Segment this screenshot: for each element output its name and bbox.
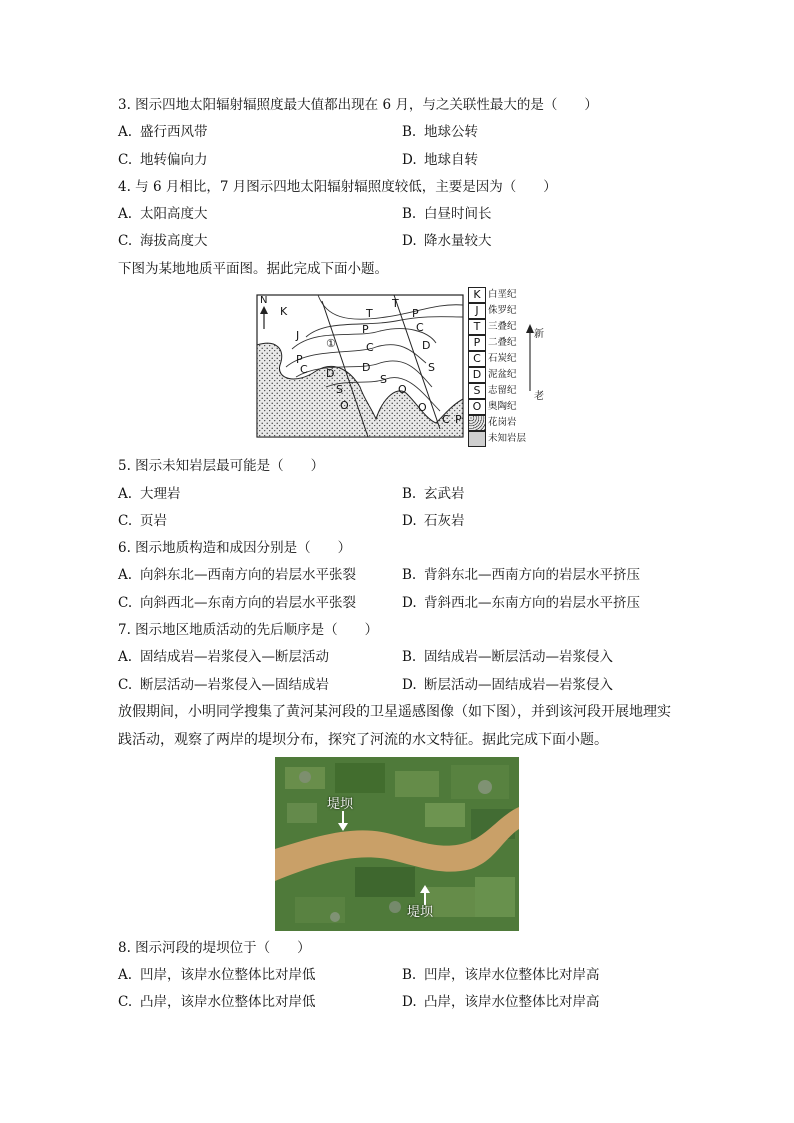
- option-text: 盛行西风带: [140, 124, 208, 140]
- region-label: P: [296, 353, 303, 366]
- q4-option-a[interactable]: [118, 205, 208, 223]
- option-key: B.: [402, 124, 417, 140]
- dam-label-top: 堤坝: [327, 797, 354, 812]
- legend-label: 石炭纪: [488, 353, 517, 364]
- legend-code: K: [468, 287, 486, 303]
- option-key: C.: [118, 677, 133, 693]
- legend-label: 三叠纪: [488, 321, 517, 332]
- option-key: C.: [118, 152, 133, 168]
- geology-map-figure: [256, 287, 546, 452]
- granite-swatch: [468, 415, 486, 431]
- option-key: C.: [118, 513, 133, 529]
- river-intro-line-2: 践活动，观察了两岸的堤坝分布，探究了河流的水文特征。据此完成下面小题。: [118, 732, 608, 748]
- region-label: D: [362, 361, 371, 374]
- q8-option-b[interactable]: [402, 966, 600, 984]
- option-key: A.: [118, 206, 133, 222]
- option-text: 地球公转: [424, 124, 478, 140]
- legend-label: 未知岩层: [488, 433, 527, 444]
- option-key: A.: [118, 124, 133, 140]
- option-key: C.: [118, 994, 133, 1010]
- region-label: D: [326, 367, 335, 380]
- fault-marker: ①: [326, 337, 336, 350]
- q8-option-c[interactable]: [118, 993, 316, 1011]
- option-text: 凸岸，该岸水位整体比对岸低: [140, 994, 316, 1010]
- option-text: 地转偏向力: [140, 152, 208, 168]
- option-text: 断层活动—固结成岩—岩浆侵入: [424, 677, 613, 693]
- option-text: 太阳高度大: [140, 206, 208, 222]
- q8-option-d[interactable]: [402, 993, 600, 1011]
- option-text: 凸岸，该岸水位整体比对岸高: [424, 994, 600, 1010]
- option-key: B.: [402, 649, 417, 665]
- option-key: D.: [402, 595, 417, 611]
- region-label: S: [380, 373, 387, 386]
- region-label: C: [366, 341, 374, 354]
- option-key: D.: [402, 233, 417, 249]
- legend-code: O: [468, 399, 486, 415]
- option-text: 向斜西北—东南方向的岩层水平张裂: [140, 595, 356, 611]
- q7-option-a[interactable]: [118, 648, 329, 666]
- q7-stem: 7. 图示地区地质活动的先后顺序是（ ）: [118, 622, 379, 638]
- legend-code: C: [468, 351, 486, 367]
- age-old-label: 老: [534, 391, 544, 402]
- legend-label: 花岗岩: [488, 417, 517, 428]
- q8-option-a[interactable]: [118, 966, 316, 984]
- region-label: C: [300, 363, 308, 376]
- region-label: K: [280, 305, 288, 318]
- option-key: A.: [118, 649, 133, 665]
- option-text: 固结成岩—断层活动—岩浆侵入: [424, 649, 613, 665]
- legend-label: 白垩纪: [488, 289, 517, 300]
- q5-option-c[interactable]: [118, 512, 167, 530]
- region-label: O: [418, 401, 427, 414]
- q5-option-d[interactable]: [402, 512, 465, 530]
- dam-label-bottom: 堤坝: [407, 905, 434, 920]
- option-key: A.: [118, 967, 133, 983]
- option-text: 地球自转: [424, 152, 478, 168]
- satellite-image: [275, 757, 519, 931]
- option-text: 石灰岩: [424, 513, 465, 529]
- region-label: P: [455, 413, 462, 426]
- q4-option-d[interactable]: [402, 232, 492, 250]
- q6-stem: 6. 图示地质构造和成因分别是（ ）: [118, 540, 352, 556]
- region-label: D: [422, 339, 431, 352]
- q4-option-c[interactable]: [118, 232, 208, 250]
- legend-label: 二叠纪: [488, 337, 517, 348]
- region-label: P: [362, 323, 369, 336]
- option-key: A.: [118, 567, 133, 583]
- legend-label: 泥盆纪: [488, 369, 517, 380]
- region-label: C: [442, 413, 450, 426]
- q6-option-d[interactable]: [402, 594, 640, 612]
- region-label: O: [398, 383, 407, 396]
- region-label: T: [366, 307, 373, 320]
- option-text: 向斜东北—西南方向的岩层水平张裂: [140, 567, 356, 583]
- q6-option-a[interactable]: [118, 566, 356, 584]
- option-key: C.: [118, 595, 133, 611]
- option-text: 固结成岩—岩浆侵入—断层活动: [140, 649, 329, 665]
- legend-label: 志留纪: [488, 385, 517, 396]
- q3-option-b[interactable]: [402, 123, 478, 141]
- legend-code: D: [468, 367, 486, 383]
- option-text: 海拔高度大: [140, 233, 208, 249]
- option-text: 白昼时间长: [424, 206, 492, 222]
- q6-option-b[interactable]: [402, 566, 640, 584]
- option-key: D.: [402, 152, 417, 168]
- q3-option-c[interactable]: [118, 151, 208, 169]
- region-label: T: [392, 297, 399, 310]
- q4-option-b[interactable]: [402, 205, 492, 223]
- legend-label: 奥陶纪: [488, 401, 517, 412]
- q3-option-d[interactable]: [402, 151, 478, 169]
- region-label: J: [296, 329, 300, 342]
- q3-stem: 3. 图示四地太阳辐射辐照度最大值都出现在 6 月，与之关联性最大的是（ ）: [118, 97, 598, 113]
- legend-code: S: [468, 383, 486, 399]
- region-label: P: [412, 307, 419, 320]
- option-text: 降水量较大: [424, 233, 492, 249]
- legend: [468, 287, 546, 452]
- option-text: 断层活动—岩浆侵入—固结成岩: [140, 677, 329, 693]
- satellite-svg: [275, 757, 519, 931]
- option-key: D.: [402, 994, 417, 1010]
- up-arrow-icon: [526, 324, 534, 333]
- option-key: D.: [402, 677, 417, 693]
- q3-option-a[interactable]: [118, 123, 208, 141]
- legend-label: 侏罗纪: [488, 305, 517, 316]
- q5-option-a[interactable]: [118, 485, 181, 503]
- region-label: S: [428, 361, 435, 374]
- q7-option-b[interactable]: [402, 648, 613, 666]
- option-key: B.: [402, 967, 417, 983]
- option-key: D.: [402, 513, 417, 529]
- geology-intro: 下图为某地地质平面图。据此完成下面小题。: [118, 261, 388, 277]
- region-label: O: [340, 399, 349, 412]
- q7-option-c[interactable]: [118, 676, 329, 694]
- q7-option-d[interactable]: [402, 676, 613, 694]
- q5-stem: 5. 图示未知岩层最可能是（ ）: [118, 458, 325, 474]
- unknown-rock-swatch: [468, 431, 486, 447]
- q4-stem: 4. 与 6 月相比，7 月图示四地太阳辐射辐照度较低，主要是因为（ ）: [118, 179, 557, 195]
- option-text: 玄武岩: [424, 486, 465, 502]
- option-text: 大理岩: [140, 486, 181, 502]
- option-text: 凹岸，该岸水位整体比对岸高: [424, 967, 600, 983]
- legend-code: T: [468, 319, 486, 335]
- option-key: B.: [402, 567, 417, 583]
- region-label: S: [336, 383, 343, 396]
- option-text: 背斜西北—东南方向的岩层水平挤压: [424, 595, 640, 611]
- age-new-label: 新: [534, 329, 544, 340]
- option-key: B.: [402, 206, 417, 222]
- option-text: 页岩: [140, 513, 167, 529]
- option-text: 背斜东北—西南方向的岩层水平挤压: [424, 567, 640, 583]
- q8-stem: 8. 图示河段的堤坝位于（ ）: [118, 940, 311, 956]
- region-label: C: [416, 321, 424, 334]
- option-key: A.: [118, 486, 133, 502]
- q6-option-c[interactable]: [118, 594, 356, 612]
- option-key: B.: [402, 486, 417, 502]
- north-label: N: [260, 295, 268, 306]
- q5-option-b[interactable]: [402, 485, 465, 503]
- option-key: C.: [118, 233, 133, 249]
- legend-code: P: [468, 335, 486, 351]
- legend-code: J: [468, 303, 486, 319]
- option-text: 凹岸，该岸水位整体比对岸低: [140, 967, 316, 983]
- river-intro-line-1: 放假期间，小明同学搜集了黄河某河段的卫星遥感图像（如下图），并到该河段开展地理实: [118, 704, 671, 720]
